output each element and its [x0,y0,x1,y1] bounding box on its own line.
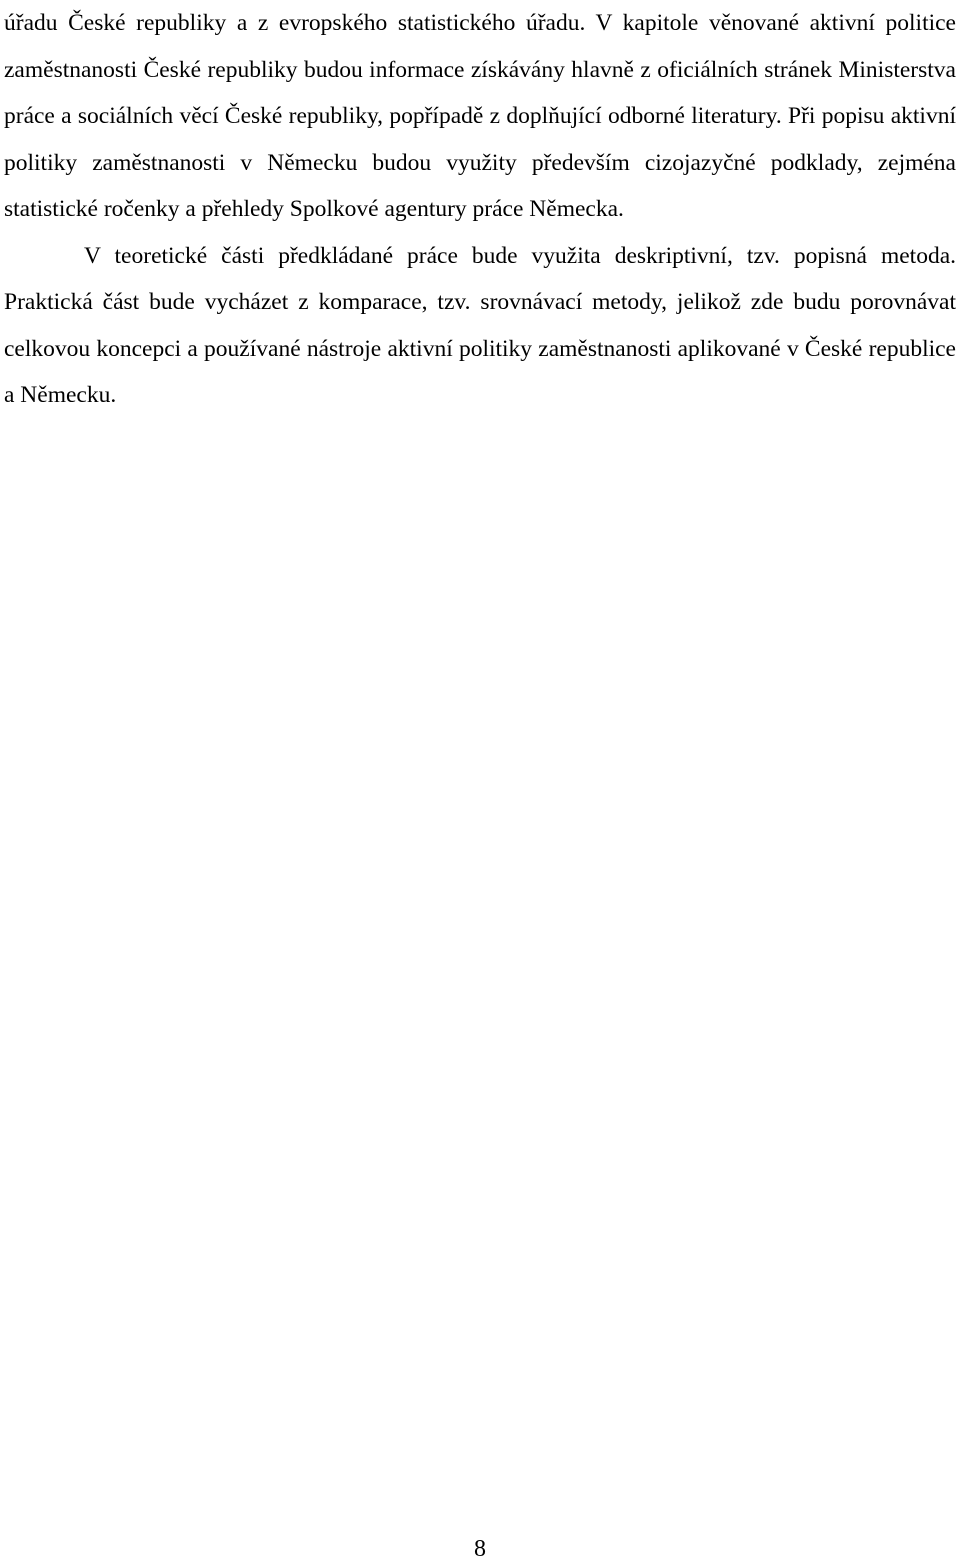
page-number: 8 [474,1536,486,1562]
paragraph-methodology: V teoretické části předkládané práce bude využita deskriptivní, tzv. popisná metoda. Praktická část bude vycházet z komparace, tzv. srovnávací metody, jelikož zde budu porovnávat celkovou koncepci a používané nástroje aktivní politiky zaměstnanosti aplikované v České republice a Německu. [4,242,956,408]
paragraph-sources: úřadu České republiky a z evropského statistického úřadu. V kapitole věnované aktivní politice zaměstnanosti České republiky budou informace získávány hlavně z oficiálních stránek Ministerstva práce a sociálních věcí České republiky, popřípadě z doplňující odborné literatury. Při popisu aktivní politiky zaměstnanosti v Německu budou využity především cizojazyčné podklady, zejména statistické ročenky a přehledy Spolkové agentury práce Německa. [4,10,956,222]
document-page [4,0,956,419]
